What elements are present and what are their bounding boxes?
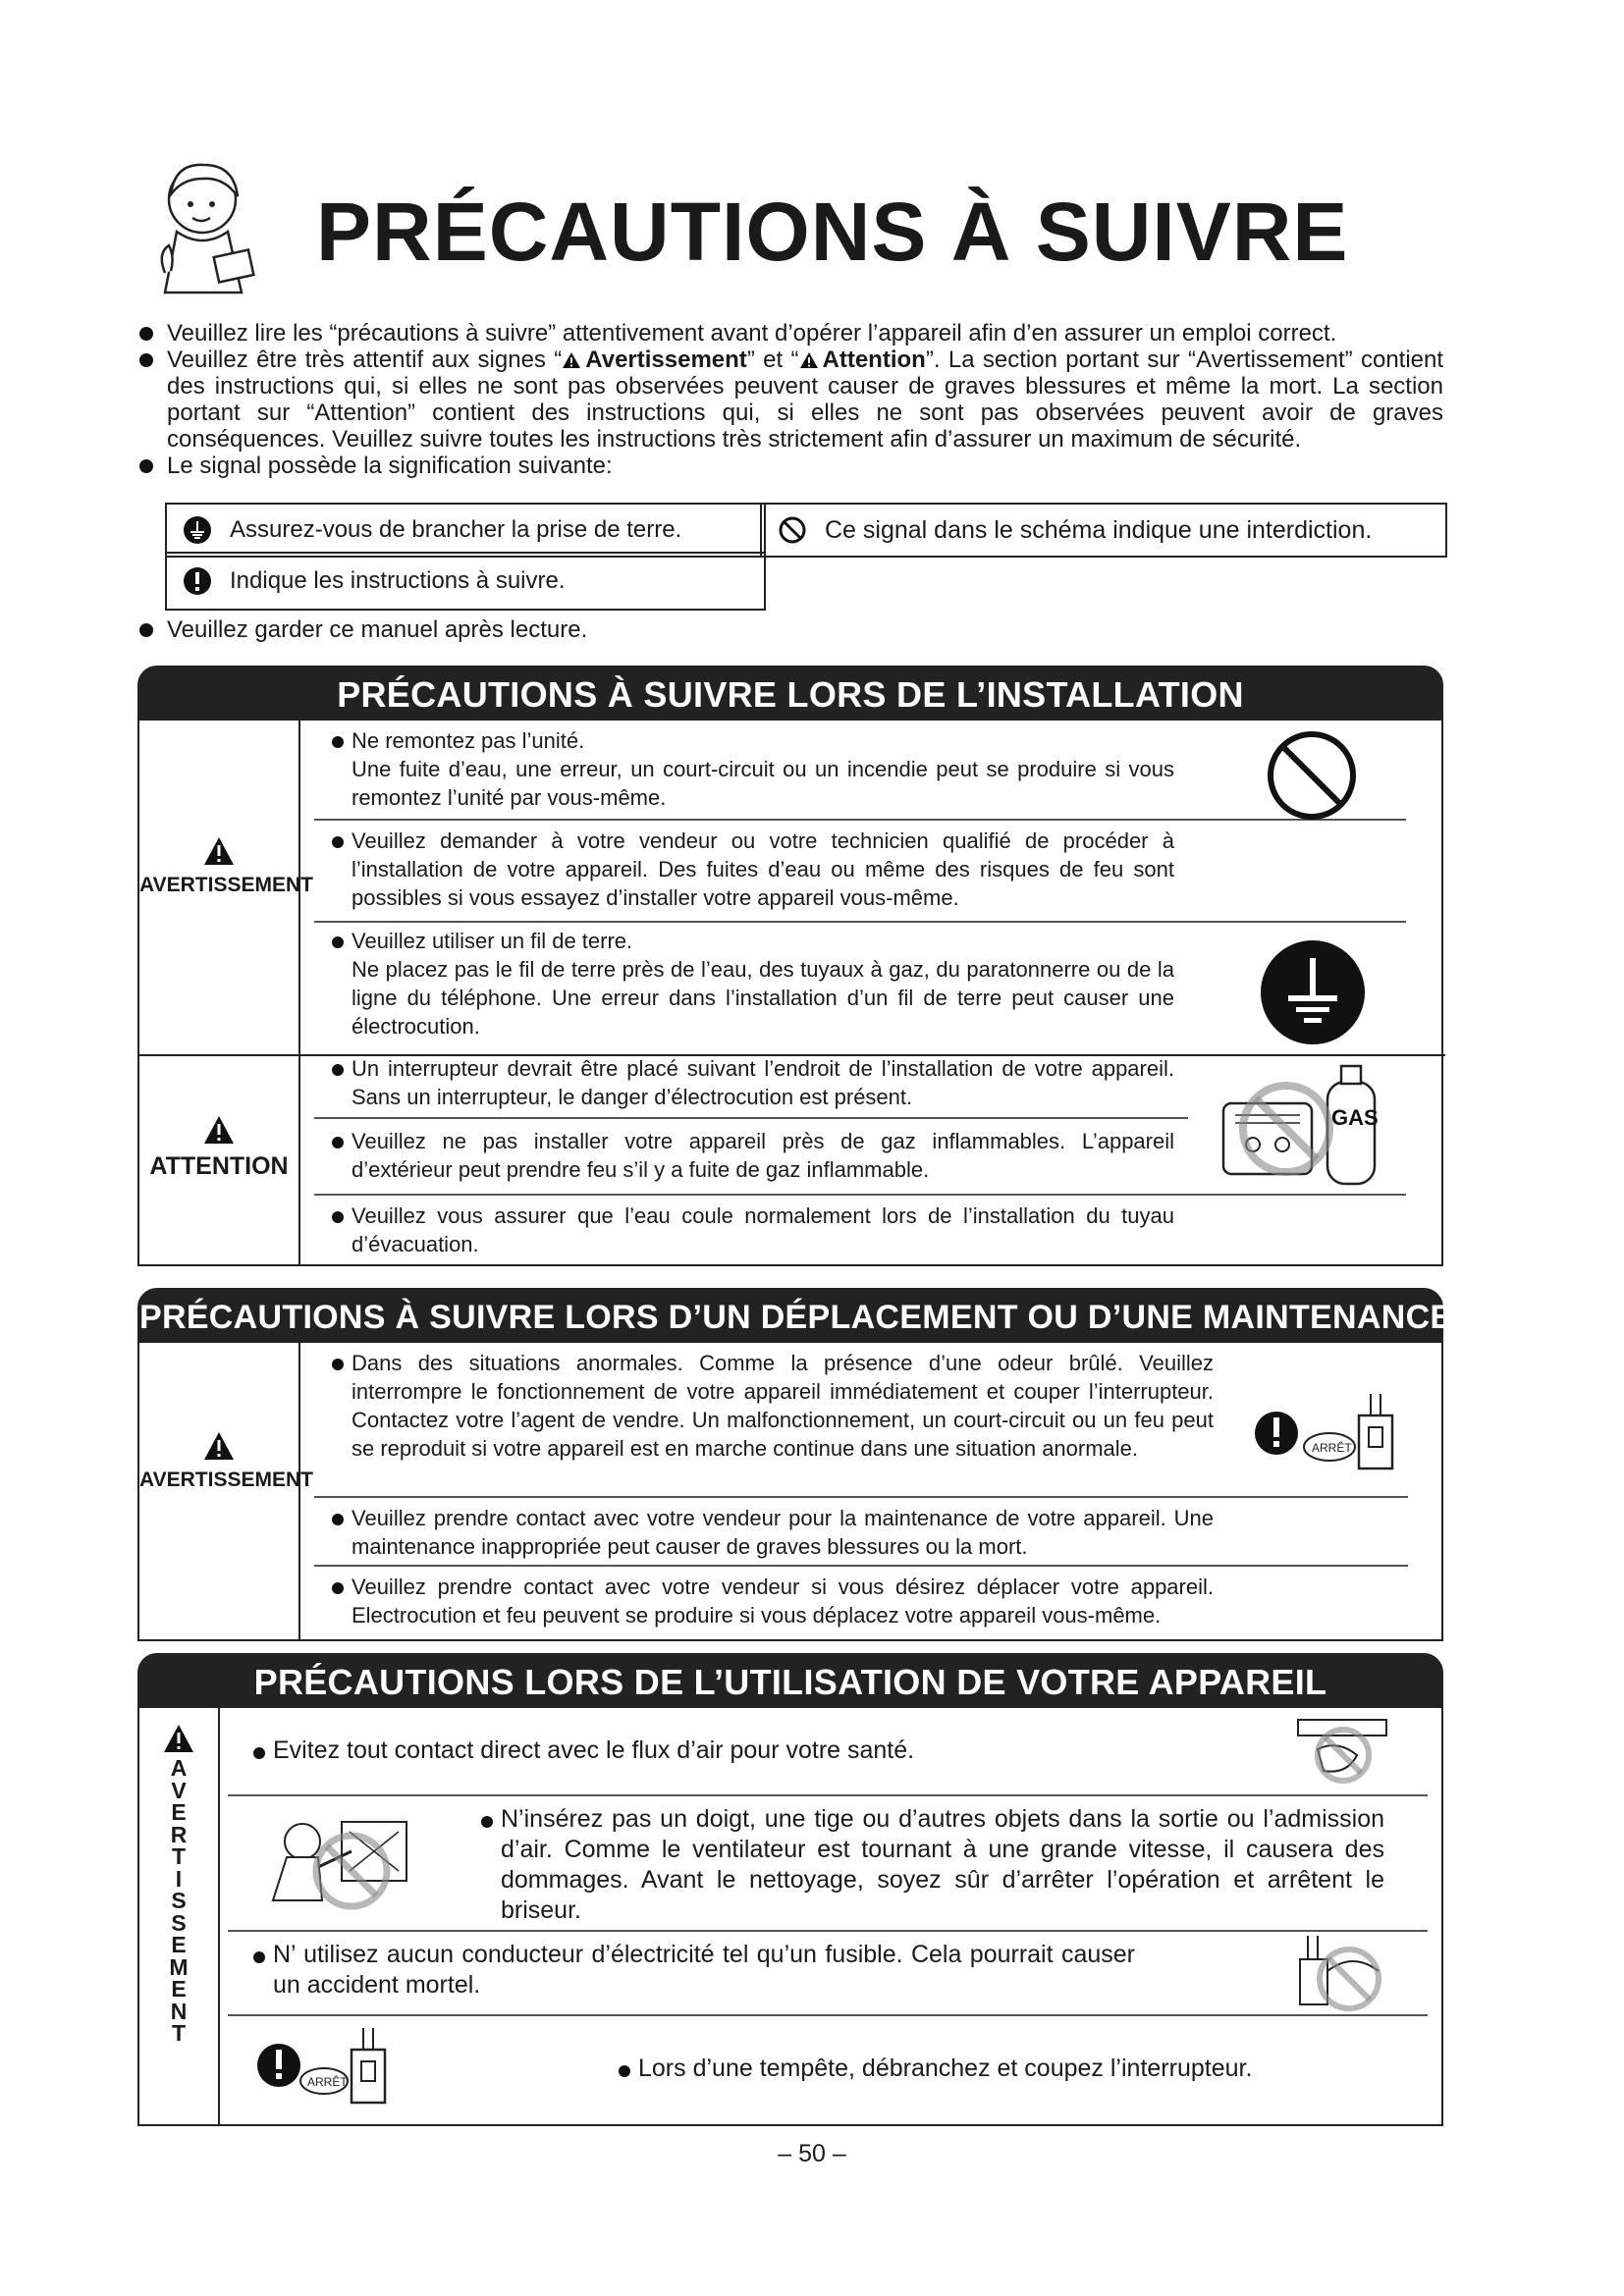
warning-triangle-icon bbox=[799, 351, 819, 369]
svg-text:GAS: GAS bbox=[1331, 1105, 1379, 1130]
svg-text:ARRÊT: ARRÊT bbox=[1312, 1441, 1352, 1455]
intro-text bbox=[137, 320, 1443, 479]
installation-section-title: PRÉCAUTIONS À SUIVRE LORS DE L’INSTALLATION bbox=[139, 667, 1441, 721]
usage-item-3: N’ utilisez aucun conducteur d’électricité tel qu’un fusible. Cela pourrait causer un accident mortel. bbox=[251, 1940, 1135, 2001]
maintenance-section-title: PRÉCAUTIONS À SUIVRE LORS D’UN DÉPLACEMENT OU D’UNE MAINTENANCE bbox=[139, 1290, 1441, 1343]
page-title: PRÉCAUTIONS À SUIVRE bbox=[316, 186, 1349, 278]
mandatory-instruction-icon bbox=[183, 566, 212, 596]
signal-ground-text: Assurez-vous de brancher la prise de terre. bbox=[230, 516, 682, 543]
warning-triangle-icon bbox=[203, 836, 235, 866]
signal-forbidden-row bbox=[760, 503, 1447, 558]
warning-label-cell: AVERTISSEMENT bbox=[139, 721, 300, 1054]
warning-triangle-icon bbox=[203, 1431, 235, 1461]
maintenance-item-1: Dans des situations anormales. Comme la présence d’une odeur brûlé. Veuillez interrompre le fonctionnement de votre appareil immédiatement et couper l’interrupteur. Contactez votre l’agent de vendre. Un malfonctionnement, un court-circuit ou un feu peut se reproduit si votre appareil est en marche continue dans une situation anormale. bbox=[330, 1349, 1214, 1463]
install-warning-1: Ne remontez pas l’unité. Une fuite d’eau, une erreur, un court-circuit ou un incendie peut se produire si vous remontez l’unité par vous-même. bbox=[330, 726, 1174, 812]
finger-insertion-illustration bbox=[244, 1802, 420, 1920]
intro-item: Le signal possède la signification suivante: bbox=[137, 453, 1443, 479]
install-caution-2: Veuillez ne pas installer votre appareil près de gaz inflammables. L’appareil d’extérieur peut prendre feu s’il y a fuite de gaz inflammable. bbox=[330, 1127, 1174, 1184]
signal-forbidden-text: Ce signal dans le schéma indique une interdiction. bbox=[825, 515, 1373, 544]
warning-label-cell: AVERTISSEMENT bbox=[139, 1343, 300, 1639]
signal-instructions-row bbox=[165, 552, 766, 611]
usage-section-title: PRÉCAUTIONS LORS DE L’UTILISATION DE VOTRE APPAREIL bbox=[139, 1655, 1441, 1708]
usage-item-2: N’insérez pas un doigt, une tige ou d’autres objets dans la sortie ou l’admission d’air. Comme le ventilateur est tournant à une grande vitesse, il causera des dommages. Avant le nettoyage, soyez sûr d’arrêter l’opération et arrêtent le briseur. bbox=[479, 1804, 1384, 1926]
signal-ground-row bbox=[165, 503, 766, 558]
signal-instructions-text: Indique les instructions à suivre. bbox=[230, 567, 566, 594]
page-number: – 50 – bbox=[778, 2140, 846, 2167]
warning-triangle-icon bbox=[163, 1724, 194, 1753]
gas-hazard-illustration bbox=[1210, 1054, 1406, 1192]
usage-section bbox=[137, 1653, 1443, 2126]
ground-icon bbox=[1259, 938, 1367, 1046]
switch-off-illustration bbox=[1253, 1388, 1410, 1476]
usage-item-4: Lors d’une tempête, débranchez et coupez l’interrupteur. bbox=[617, 2054, 1402, 2084]
keep-manual-note: Veuillez garder ce manuel après lecture. bbox=[137, 616, 1443, 643]
caution-label-cell: ATTENTION bbox=[139, 1056, 300, 1266]
ground-icon bbox=[183, 515, 212, 545]
install-warning-3: Veuillez utiliser un fil de terre. Ne placez pas le fil de terre près de l’eau, des tuyaux à gaz, du paratonnerre ou de la ligne du téléphone. Une erreur dans l’installation d’un fil de terre peut causer une électrocution. bbox=[330, 927, 1174, 1041]
fuse-prohibited-illustration bbox=[1284, 1932, 1392, 2020]
maintenance-item-2: Veuillez prendre contact avec votre vendeur pour la maintenance de votre appareil. Une maintenance inappropriée peut causer de graves blessures ou la mort. bbox=[330, 1504, 1214, 1561]
installation-section bbox=[137, 666, 1443, 1266]
intro-item-2: Veuillez être très attentif aux signes “ Avertissement” et “ Attention”. La section portant sur “Avertissement” contient des instructions qui, si elles ne sont pas observées peuvent causer de graves blessures et même la mort. La section portant sur “Attention” contient des instructions qui, si elles ne sont pas observées peuvent avoir de graves conséquences. Veuillez suivre toutes les instructions très strictement afin d’assurer un maximum de sécurité. bbox=[137, 347, 1443, 453]
svg-text:ARRÊT: ARRÊT bbox=[307, 2075, 348, 2089]
warning-triangle-icon bbox=[562, 351, 581, 369]
intro-item: Veuillez lire les “précautions à suivre” attentivement avant d’opérer l’appareil afin d’en assurer un emploi correct. bbox=[137, 320, 1443, 347]
switch-off-illustration bbox=[255, 2020, 412, 2109]
warning-vertical-label: A V E R T I S S E M E N T bbox=[139, 1708, 220, 2124]
mascot-illustration bbox=[155, 155, 263, 302]
usage-item-1: Evitez tout contact direct avec le flux d’air pour votre santé. bbox=[251, 1735, 1135, 1766]
install-warning-2: Veuillez demander à votre vendeur ou votre technicien qualifié de procéder à l’installation de votre appareil. Des fuites d’eau ou même des risques de feu sont possibles si vous essayez d’installer votre appareil vous-même. bbox=[330, 827, 1174, 912]
prohibition-icon bbox=[1265, 728, 1359, 823]
install-caution-3: Veuillez vous assurer que l’eau coule normalement lors de l’installation du tuyau d’évacuation. bbox=[330, 1201, 1174, 1258]
prohibition-icon bbox=[778, 515, 807, 545]
maintenance-item-3: Veuillez prendre contact avec votre vendeur si vous désirez déplacer votre appareil. Electrocution et feu peuvent se produire si vous déplacez votre appareil vous-même. bbox=[330, 1573, 1214, 1629]
warning-triangle-icon bbox=[203, 1115, 235, 1145]
maintenance-section bbox=[137, 1288, 1453, 1641]
install-caution-1: Un interrupteur devrait être placé suivant l’endroit de l’installation de votre appareil. Sans un interrupteur, le danger d’électrocution est présent. bbox=[330, 1054, 1174, 1111]
airflow-illustration bbox=[1288, 1716, 1396, 1785]
